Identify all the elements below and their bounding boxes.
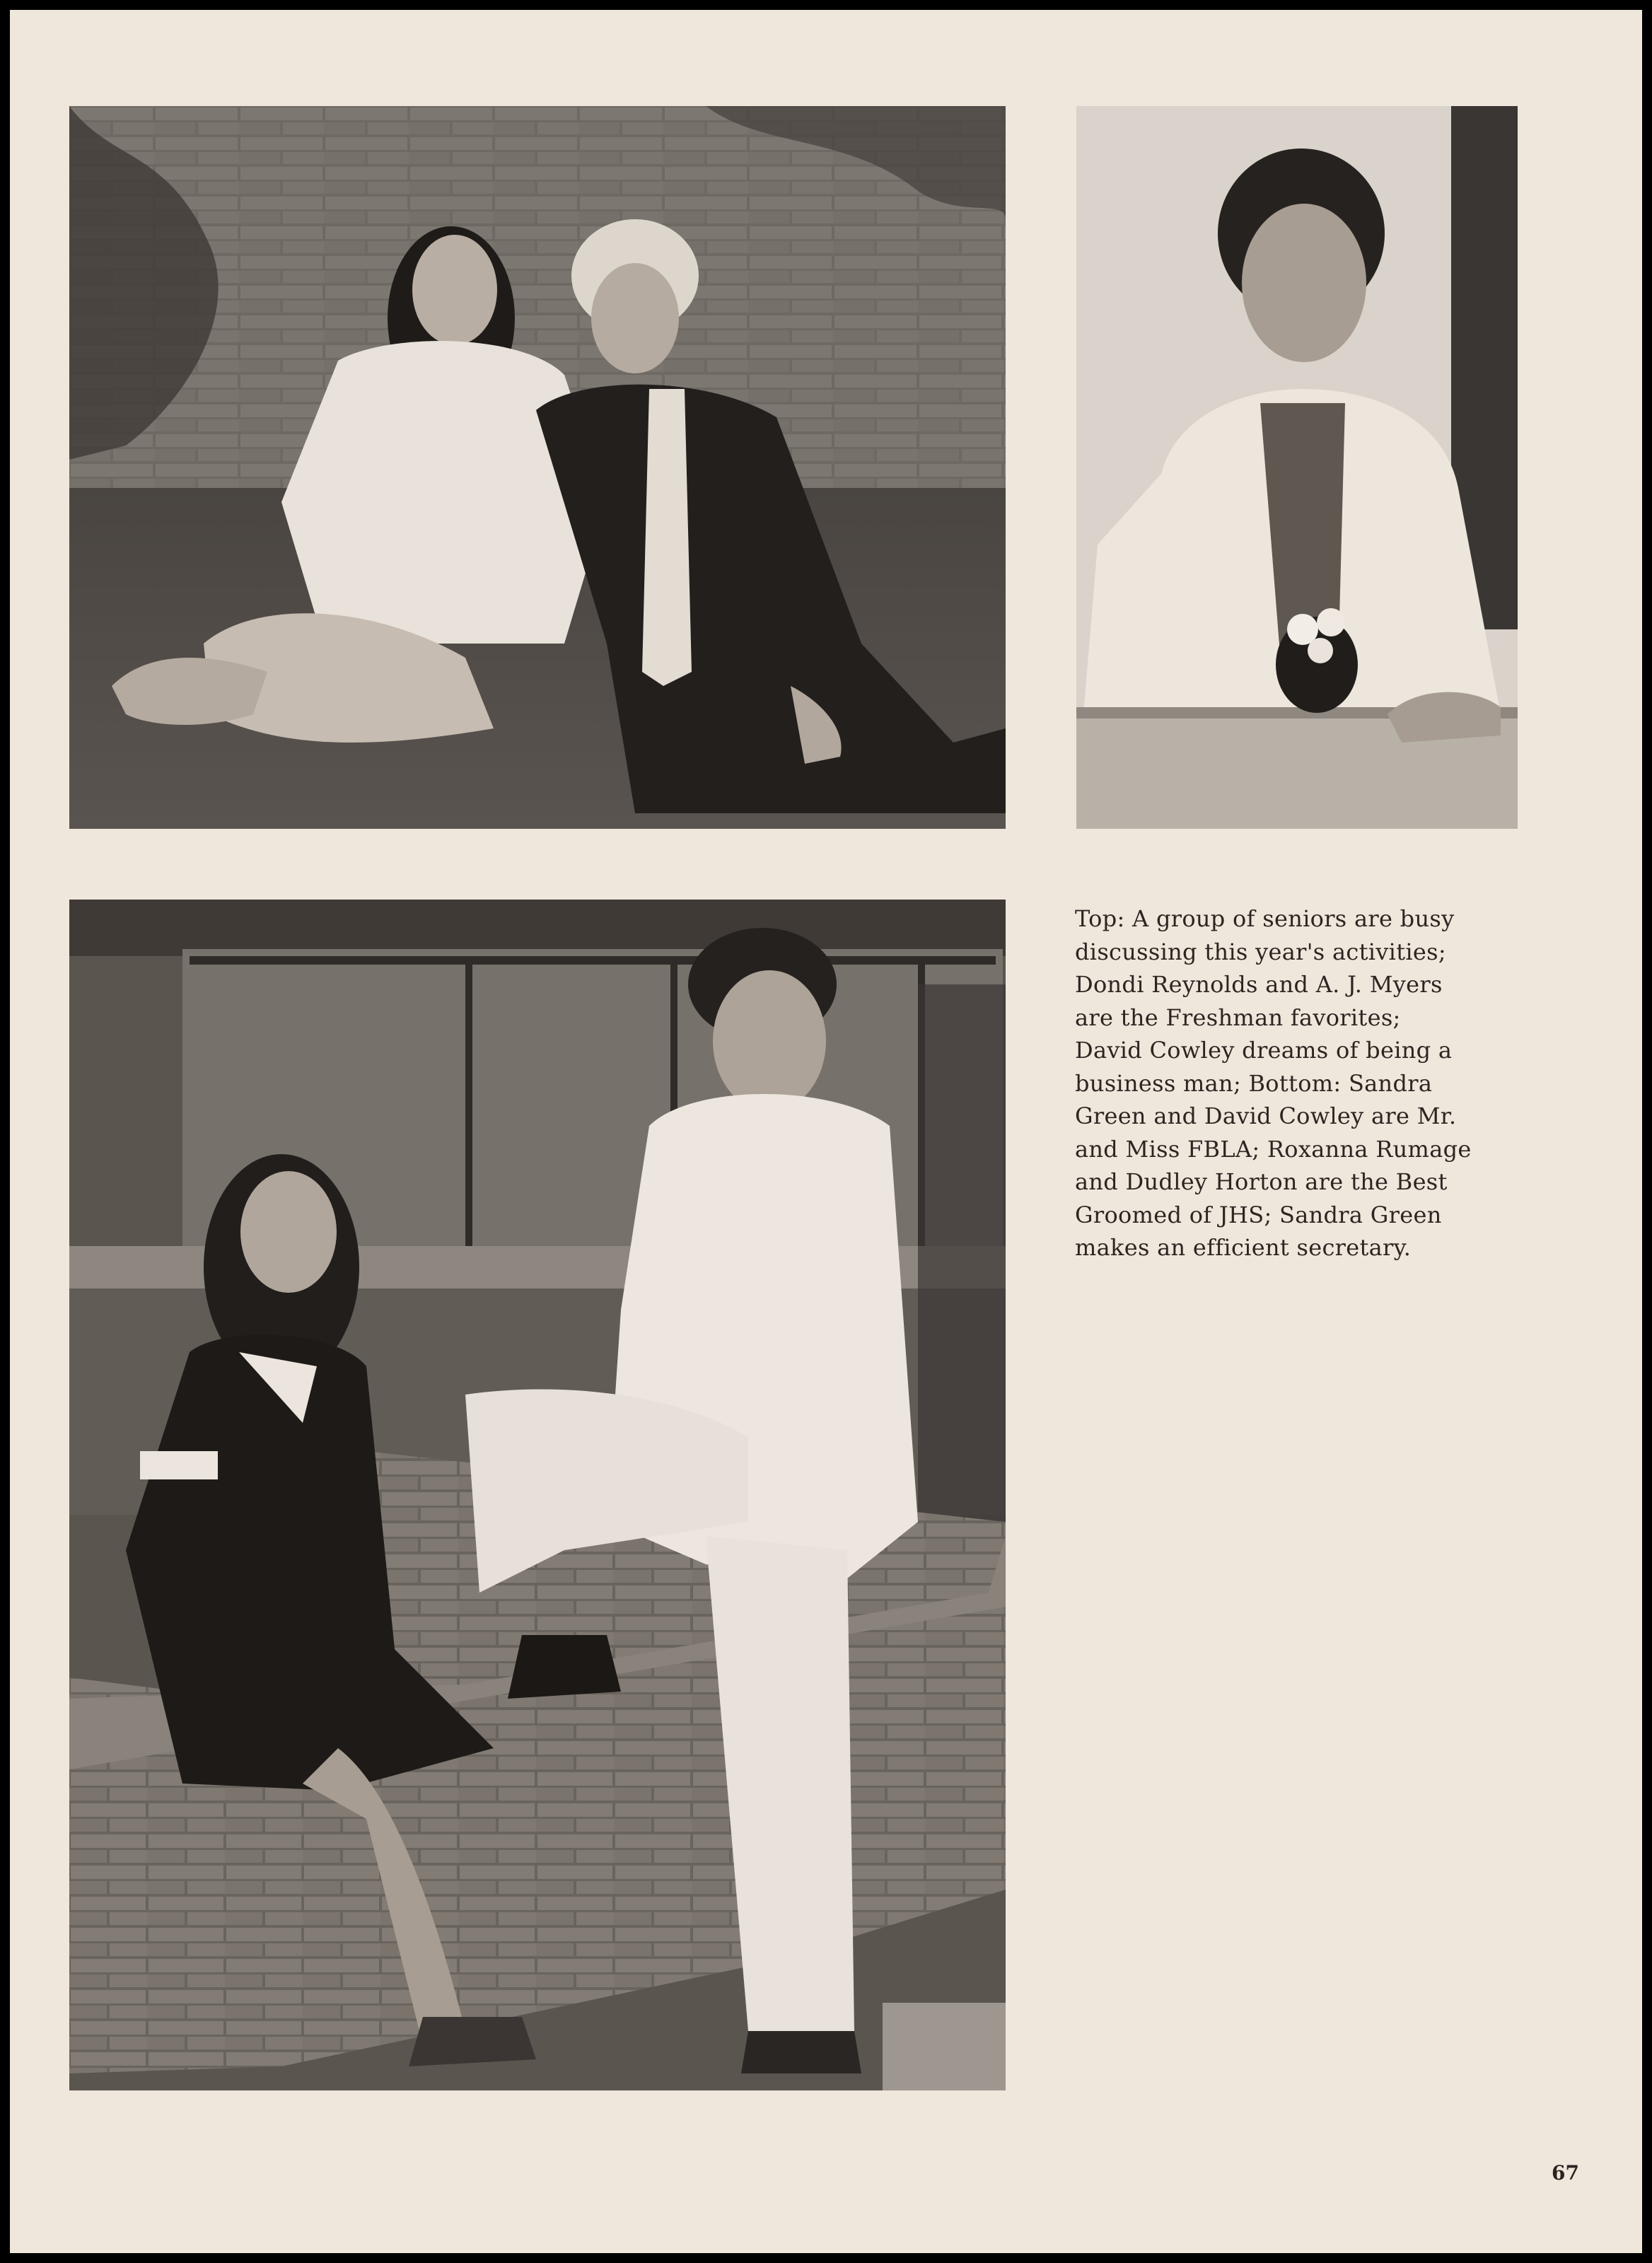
photo-couple-at-planter [69,900,1006,2090]
photo-caption: Top: A group of seniors are busy discussing this year's activities; Dondi Reynolds and A. J. Myers are the Freshman favorites; David Cowley dreams of being a business man; Bottom: Sandra Green and David Cowley are Mr. and Miss FBLA; Roxanna Rumage and Dudley Horton are the Best Groomed of JHS; Sandra Green makes an efficient secretary. [1075,905,1472,1261]
photo-couple-on-grass [69,106,1006,829]
page-number: 67 [1552,2161,1579,2185]
photo-man-at-desk [1076,106,1518,829]
yearbook-page [10,10,1642,2253]
